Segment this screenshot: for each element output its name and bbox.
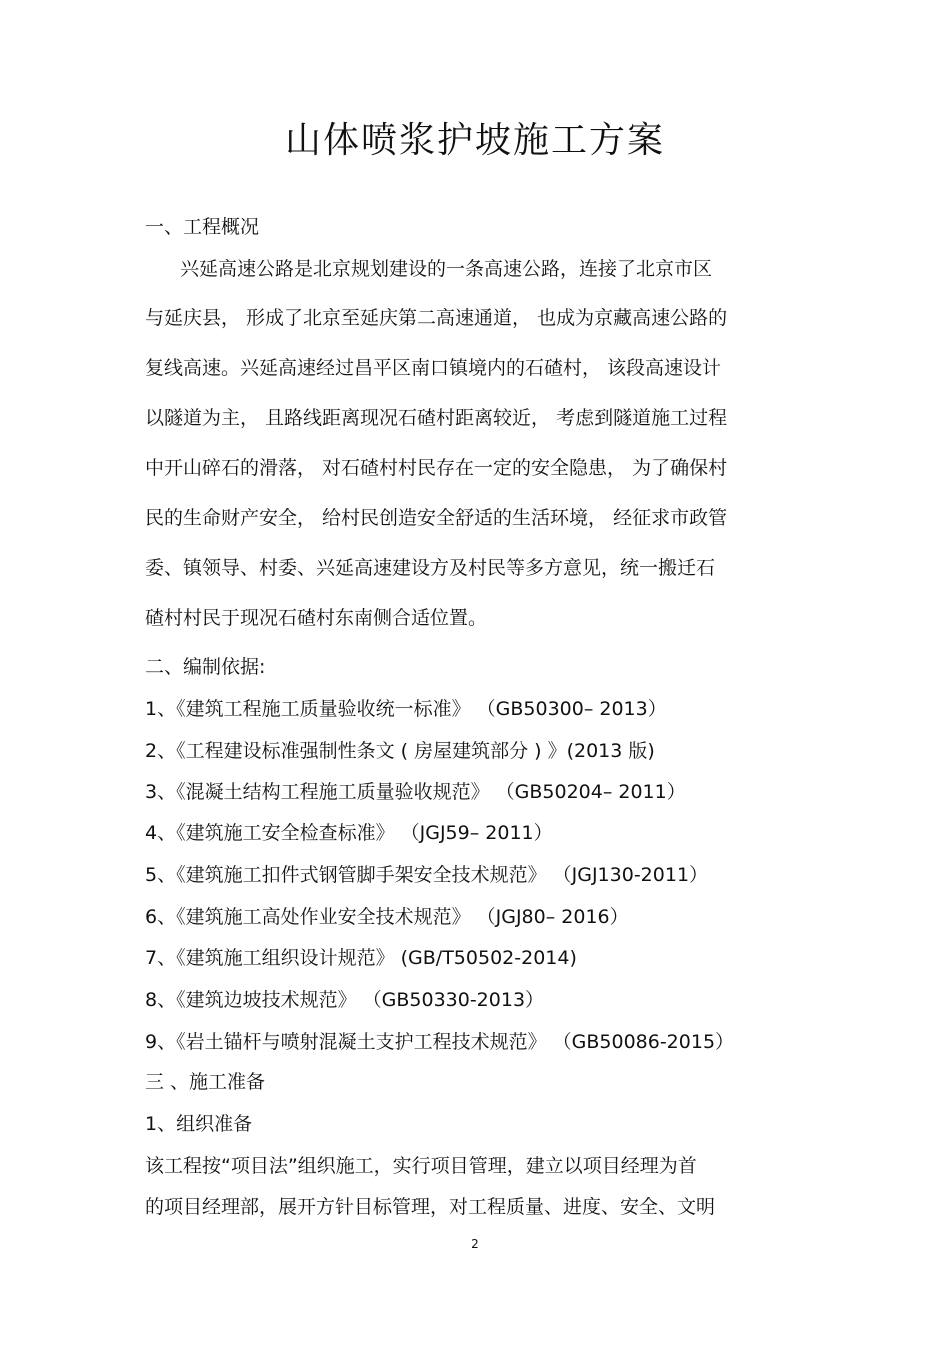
section-heading: 一、工程概况: [145, 216, 260, 238]
reference-item: 3、《混凝土结构工程施工质量验收规范》 （GB50204– 2011）: [145, 781, 686, 803]
reference-item: 5、《建筑施工扣件式钢管脚手架安全技术规范》 （JGJ130-2011）: [145, 864, 709, 886]
reference-item: 7、《建筑施工组织设计规范》 (GB/T50502-2014): [145, 947, 577, 969]
subsection-heading: 1、组织准备: [145, 1113, 253, 1135]
reference-item: 4、《建筑施工安全检查标准》 （JGJ59– 2011）: [145, 822, 553, 844]
paragraph-line: 民的生命财产安全， 给村民创造安全舒适的生活环境， 经征求市政管: [145, 507, 728, 529]
reference-item: 1、《建筑工程施工质量验收统一标准》 （GB50300– 2013）: [145, 698, 667, 720]
paragraph-line: 该工程按“项目法”组织施工，实行项目管理，建立以项目经理为首: [145, 1155, 697, 1177]
document-title: 山体喷浆护坡施工方案: [284, 120, 665, 161]
paragraph-line: 中开山碎石的滑落， 对石碴村村民存在一定的安全隐患， 为了确保村: [145, 457, 728, 479]
reference-item: 9、《岩土锚杆与喷射混凝土支护工程技术规范》 （GB50086-2015）: [145, 1031, 735, 1053]
paragraph-line: 碴村村民于现况石碴村东南侧合适位置。: [145, 607, 488, 629]
paragraph-line: 复线高速。兴延高速经过昌平区南口镇境内的石碴村， 该段高速设计: [145, 357, 722, 379]
reference-item: 8、《建筑边坡技术规范》 （GB50330-2013）: [145, 989, 545, 1011]
reference-item: 6、《建筑施工高处作业安全技术规范》 （JGJ80– 2016）: [145, 906, 629, 928]
paragraph-line: 的项目经理部，展开方针目标管理，对工程质量、进度、安全、文明: [145, 1196, 716, 1218]
reference-item: 2、《工程建设标准强制性条文 ( 房屋建筑部分 ) 》(2013 版): [145, 740, 655, 762]
paragraph-line: 与延庆县， 形成了北京至延庆第二高速通道， 也成为京藏高速公路的: [145, 307, 728, 329]
section-heading: 二、编制依据:: [145, 656, 266, 678]
page-number: 2: [471, 1237, 479, 1251]
paragraph-line: 委、镇领导、村委、兴延高速建设方及村民等多方意见，统一搬迁石: [145, 557, 716, 579]
section-heading: 三 、施工准备: [145, 1071, 266, 1093]
paragraph-line: 兴延高速公路是北京规划建设的一条高速公路，连接了北京市区: [180, 258, 713, 280]
paragraph-line: 以隧道为主， 且路线距离现况石碴村距离较近， 考虑到隧道施工过程: [145, 407, 728, 429]
